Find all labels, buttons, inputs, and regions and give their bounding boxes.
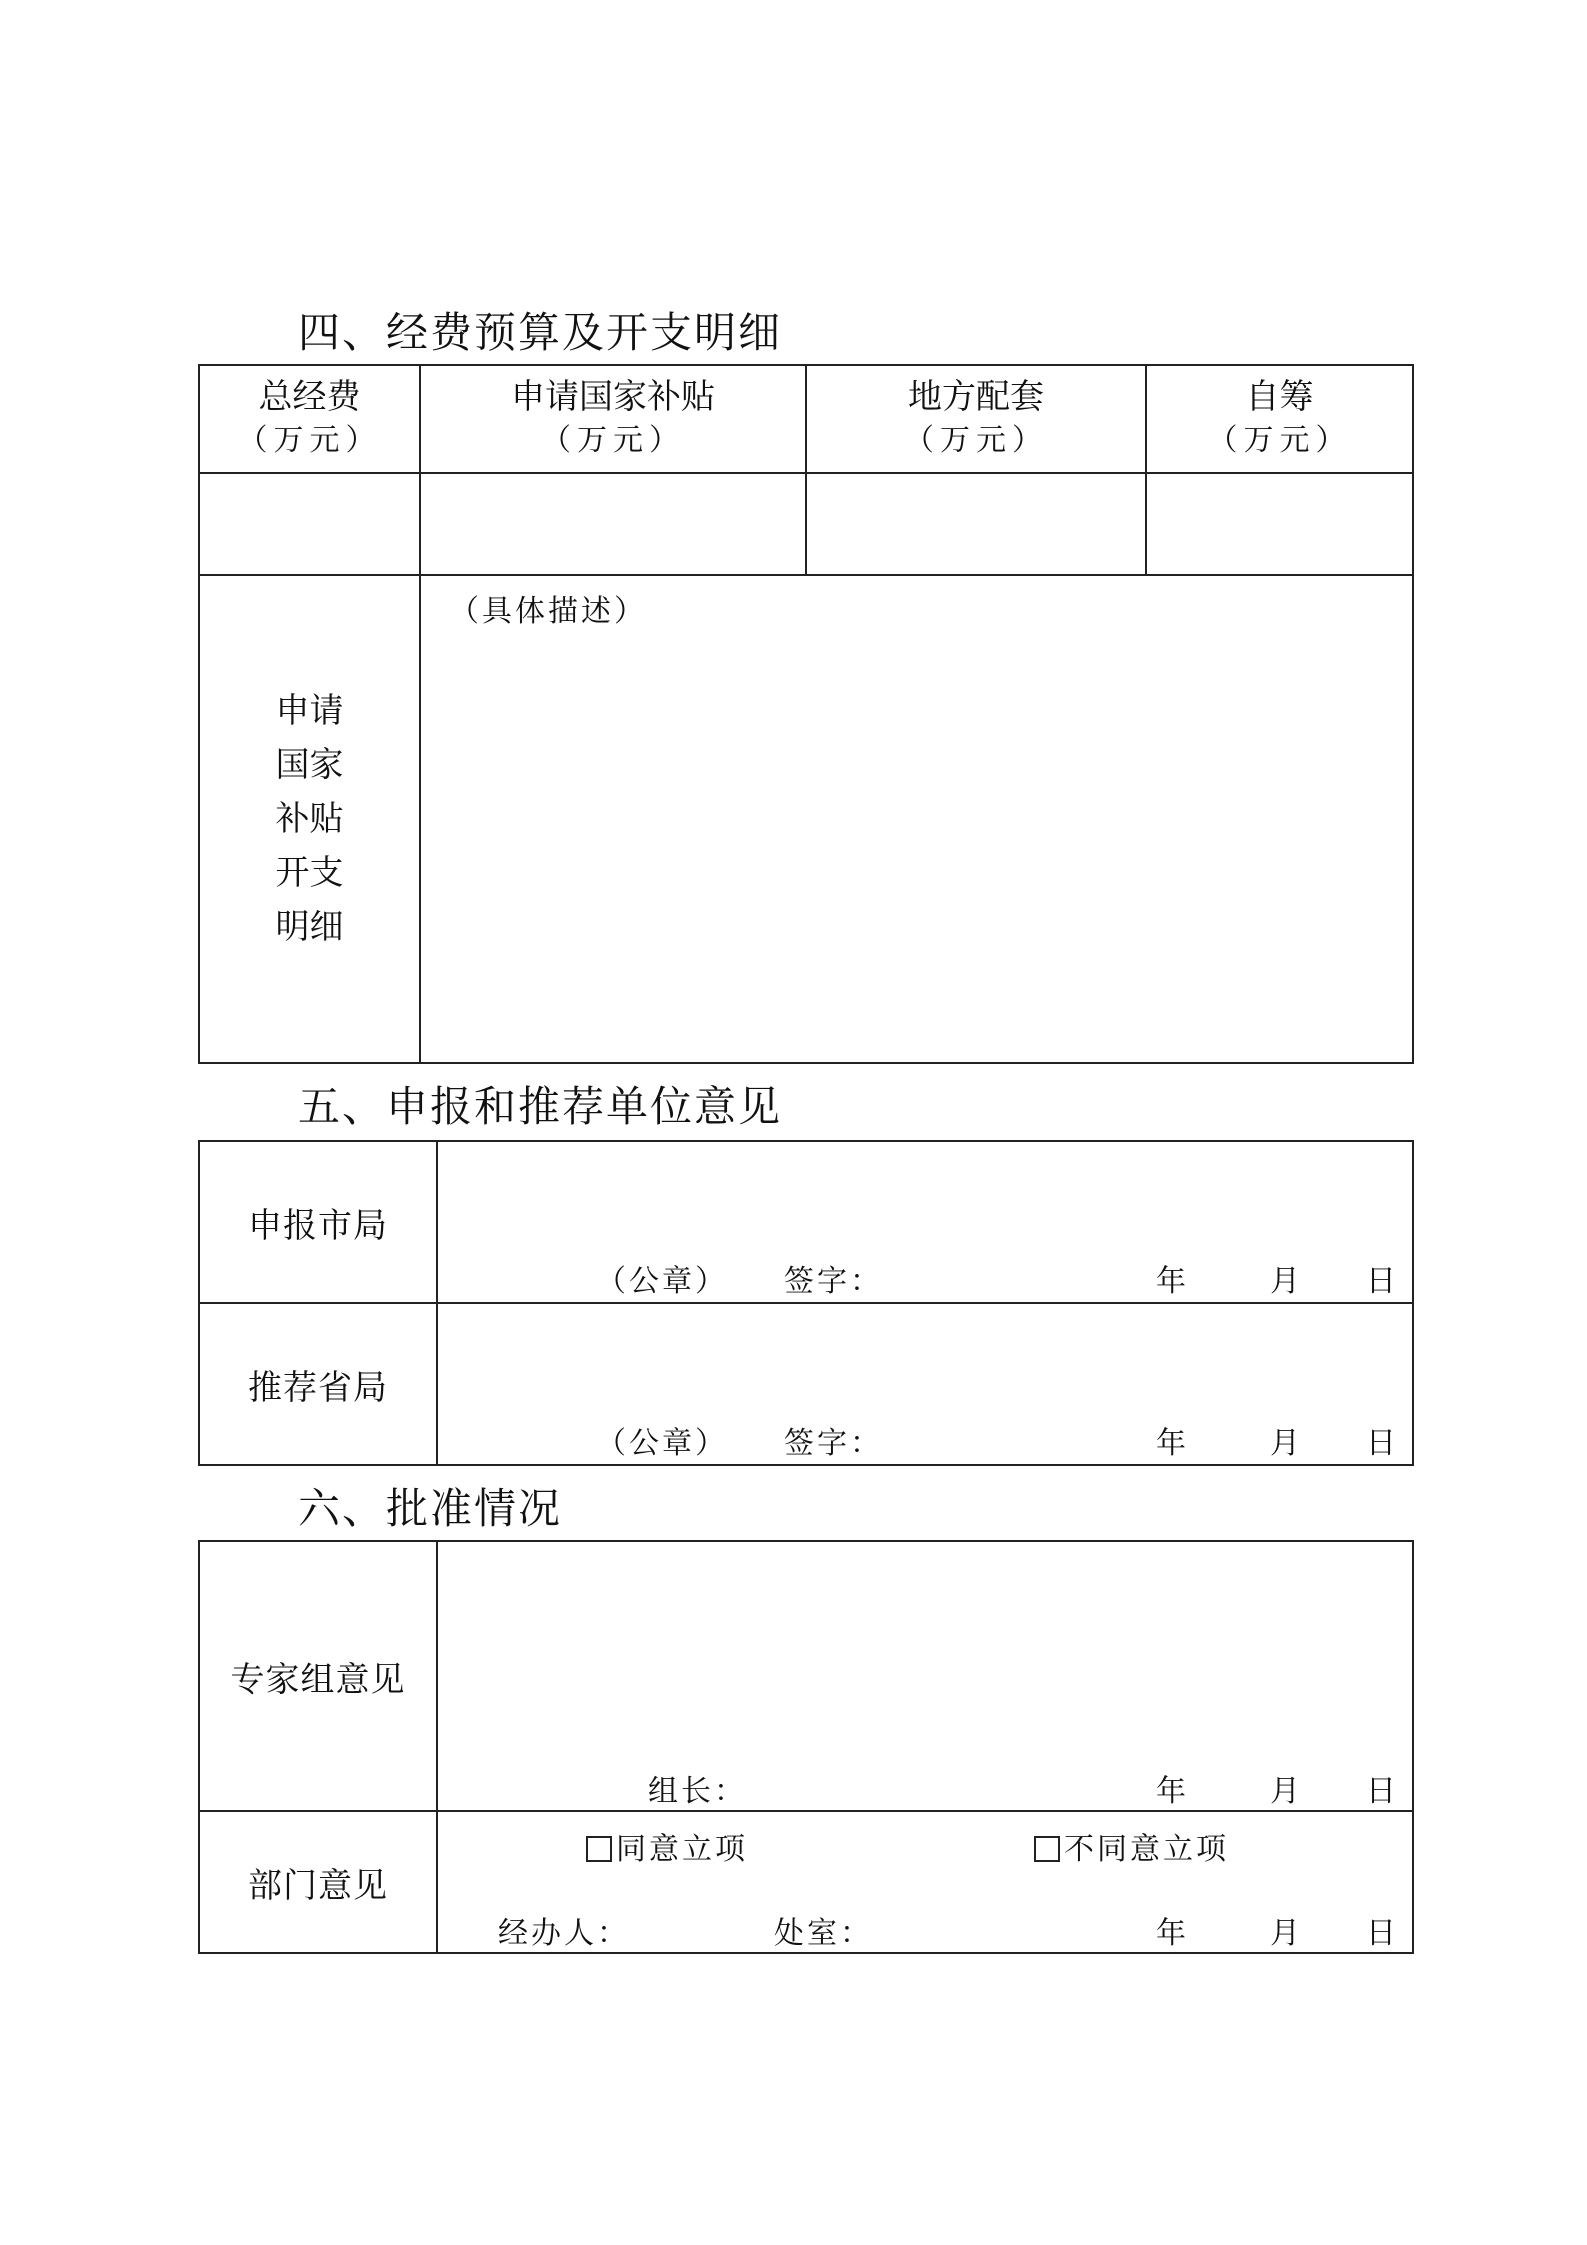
label-line: 国家 [275, 745, 344, 785]
national-subsidy-value[interactable] [420, 473, 806, 575]
agree-option[interactable] [586, 1824, 748, 1868]
year-label: 年 [1156, 1916, 1189, 1951]
local-matching-value[interactable] [806, 473, 1146, 575]
year-label: 年 [1156, 1774, 1189, 1809]
month-label: 月 [1270, 1774, 1303, 1809]
disagree-label: 不同意立项 [1064, 1832, 1229, 1867]
section-4-heading: 四、经费预算及开支明细 [298, 308, 783, 357]
month-label: 月 [1270, 1916, 1303, 1951]
agree-checkbox[interactable] [586, 1836, 612, 1862]
month-label: 月 [1270, 1264, 1303, 1299]
label-line: 开支 [275, 853, 344, 893]
day-label: 日 [1366, 1264, 1399, 1299]
day-label: 日 [1366, 1916, 1399, 1951]
year-label: 年 [1156, 1426, 1189, 1461]
label-line: 补贴 [275, 799, 344, 839]
expert-group-opinion-field[interactable] [437, 1541, 1413, 1811]
header-national-subsidy [420, 365, 806, 473]
total-budget-value[interactable] [199, 473, 420, 575]
month-label: 月 [1270, 1426, 1303, 1461]
expert-group-label: 专家组意见 [199, 1541, 437, 1811]
detail-placeholder: （具体描述） [449, 594, 647, 629]
self-raised-value[interactable] [1146, 473, 1413, 575]
department-opinion-field [437, 1811, 1413, 1953]
header-self-raised [1146, 365, 1413, 473]
department-label: 部门意见 [199, 1811, 437, 1953]
header-label: 总经费 [258, 377, 361, 417]
agree-label: 同意立项 [616, 1832, 748, 1867]
header-label: 自筹 [1245, 377, 1314, 417]
subsidy-detail-label [199, 575, 420, 1063]
year-label: 年 [1156, 1264, 1189, 1299]
leader-label: 组长： [648, 1774, 747, 1809]
header-total-budget [199, 365, 420, 473]
province-bureau-opinion-field[interactable] [437, 1303, 1413, 1465]
day-label: 日 [1366, 1774, 1399, 1809]
signature-label: 签字： [784, 1426, 883, 1461]
approval-table [198, 1540, 1414, 1954]
header-unit: （万元） [1207, 423, 1352, 458]
disagree-checkbox[interactable] [1034, 1836, 1060, 1862]
city-bureau-opinion-field[interactable] [437, 1141, 1413, 1303]
seal-label: （公章） [596, 1264, 728, 1299]
seal-label: （公章） [596, 1426, 728, 1461]
subsidy-detail-field[interactable] [420, 575, 1413, 1063]
disagree-option[interactable] [1034, 1824, 1229, 1868]
header-unit: （万元） [541, 423, 685, 458]
city-bureau-label: 申报市局 [199, 1141, 437, 1303]
header-unit: （万元） [237, 423, 382, 458]
header-label: 地方配套 [908, 377, 1044, 417]
header-label: 申请国家补贴 [511, 377, 715, 417]
office-label: 处室： [774, 1916, 873, 1951]
header-unit: （万元） [904, 423, 1048, 458]
recommendation-table [198, 1140, 1414, 1466]
handler-label: 经办人： [498, 1916, 630, 1951]
signature-label: 签字： [784, 1264, 883, 1299]
label-line: 明细 [275, 907, 344, 947]
label-line: 申请 [275, 691, 344, 731]
header-local-matching [806, 365, 1146, 473]
section-6-heading: 六、批准情况 [298, 1484, 563, 1533]
budget-table [198, 364, 1414, 1064]
section-5-heading: 五、申报和推荐单位意见 [298, 1082, 783, 1131]
day-label: 日 [1366, 1426, 1399, 1461]
province-bureau-label: 推荐省局 [199, 1303, 437, 1465]
